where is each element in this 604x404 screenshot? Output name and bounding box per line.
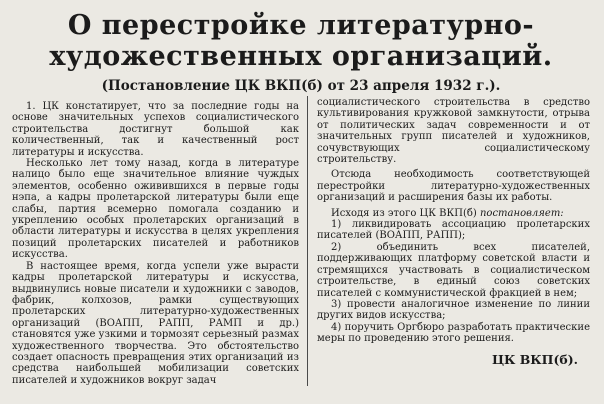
article-subtitle: (Постановление ЦК ВКП(б) от 23 апреля 1932 г.). [101, 78, 501, 94]
resolution-item-3: 3) провести аналогичное изменение по линии других видов искусства; [317, 298, 590, 322]
right-column [308, 96, 590, 386]
paragraph-continuation: социалистического строительства в средство культивирования кружковой замкнутости, отрыва от политических задач современности и от значительных групп писателей и художников, сочувствующих социалистическому строительству. [317, 97, 590, 166]
paragraph-resolve [317, 208, 590, 219]
paragraph-1: 1. ЦК констатирует, что за последние годы на основе значительных успехов социалистического строительства достигнут большой как количественный, так и качественный рост литературы и искусства. [12, 101, 299, 158]
title-line-2: художественных организаций. [49, 41, 553, 72]
resolution-item-4: 4) поручить Оргбюро разработать практические меры по проведению этого решения. [317, 321, 590, 345]
resolve-word: постановляет: [479, 207, 564, 219]
resolve-intro: Исходя из этого ЦК ВКП(б) [331, 207, 477, 219]
paragraph-2: Несколько лет тому назад, когда в литературе налицо было еще значительное влияние чуждых элементов, особенно оживившихся в первые годы нэпа, а кадры пролетарской литературы были еще слабы, партия всемерно помогала созданию и укреплению особых пролетарских организаций в области литературы и искусства в целях укрепления позиций пролетарских писателей и работников искусства. [12, 158, 299, 261]
paragraph-3: В настоящее время, когда успели уже вырасти кадры пролетарской литературы и искусства, выдвинулись новые писатели и художники с заводов, фабрик, колхозов, рамки существующих пролетарских литературно-художественных организаций (ВОАПП, РАПП, РАМП и др.) становятся уже узкими и тормозят серьезный размах художественного творчества. Это обстоятельство создает опасность превращения этих организаций из средства наибольшей мобилизации советских писателей и художников вокруг задач [12, 260, 299, 386]
left-column [12, 96, 308, 386]
article-title [12, 10, 590, 72]
title-line-1: О перестройке литературно- [67, 10, 535, 41]
resolution-item-2: 2) объединить всех писателей, поддерживающих платформу советской власти и стремящихся участвовать в социалистическом строительстве, в единый союз советских писателей с коммунистической фракцией в нем; [317, 241, 590, 299]
article-body [12, 96, 590, 386]
signature: ЦК ВКП(б). [491, 351, 578, 367]
resolution-item-1: 1) ликвидировать ассоциацию пролетарских писателей (ВОАПП, РАПП); [317, 219, 590, 242]
paragraph-necessity: Отсюда необходимость соответствующей перестройки литературно-художественных организаций и расширения базы их работы. [317, 169, 590, 204]
